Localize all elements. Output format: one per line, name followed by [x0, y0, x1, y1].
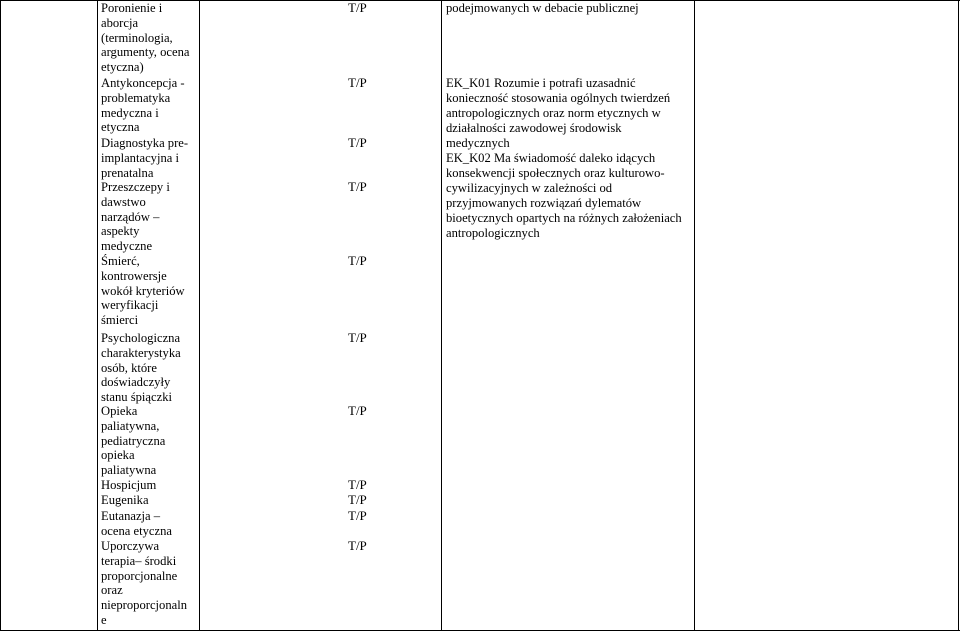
- form-cell: T/P: [348, 508, 367, 523]
- topic-line: Przeszczepy i: [101, 180, 170, 194]
- topic-line: Eugenika: [101, 493, 149, 507]
- topic-line: medyczna i: [101, 105, 159, 120]
- topic-line: oraz: [101, 583, 123, 598]
- topic-line: śmierci: [101, 313, 139, 328]
- form-cell: T/P: [348, 253, 367, 268]
- topic-line: Opieka: [101, 404, 138, 418]
- form-cell: T/P: [348, 179, 367, 194]
- topic-line: e: [101, 612, 107, 627]
- column-border: [441, 0, 442, 631]
- outcome-line: antropologicznych oraz norm etycznych w: [446, 106, 661, 120]
- topic-line: Eutanazja –: [101, 509, 161, 523]
- topic-line: problematyka: [101, 90, 171, 105]
- outcome-line: przyjmowanych rozwiązań dylematów: [446, 196, 642, 210]
- outcome-line: konsekwencji społecznych oraz kulturowo-: [446, 166, 665, 180]
- form-cell: T/P: [348, 538, 367, 553]
- topic-line: aborcja: [101, 15, 139, 30]
- topic-cell: [101, 180, 197, 254]
- topic-line: dawstwo: [101, 194, 146, 209]
- topic-cell: [101, 509, 197, 539]
- topic-line: Diagnostyka pre-: [101, 136, 189, 150]
- form-cell: T/P: [348, 330, 367, 345]
- topic-line: Śmierć,: [101, 254, 140, 268]
- spacer: [446, 16, 692, 76]
- topic-line: charakterystyka: [101, 345, 181, 360]
- topic-line: (terminologia,: [101, 30, 173, 45]
- topic-line: prenatalna: [101, 165, 154, 180]
- topic-cell: [101, 404, 197, 478]
- topic-line: pediatryczna: [101, 433, 166, 448]
- topic-line: wokół kryteriów: [101, 283, 185, 298]
- topic-line: weryfikacji: [101, 298, 159, 313]
- form-cell: T/P: [348, 492, 367, 507]
- topic-line: proporcjonalne: [101, 568, 178, 583]
- topic-cell: [101, 493, 197, 508]
- topic-line: argumenty, ocena: [101, 45, 190, 60]
- form-cell: T/P: [348, 75, 367, 90]
- outcome-line: antropologicznych: [446, 226, 540, 240]
- outcome-code: EK_K02: [446, 151, 491, 165]
- topic-line: aspekty: [101, 224, 140, 239]
- topic-line: Antykoncepcja -: [101, 76, 185, 90]
- outcome-line: konieczność stosowania ogólnych twierdzeń: [446, 91, 671, 105]
- outcome-code: EK_K01: [446, 76, 491, 90]
- outcome-text: Ma świadomość daleko idących: [493, 151, 656, 165]
- topic-line: etyczna: [101, 120, 140, 135]
- topic-line: nieproporcjonaln: [101, 598, 188, 613]
- column-border: [694, 0, 695, 631]
- form-cell: T/P: [348, 135, 367, 150]
- topic-line: Psychologiczna: [101, 331, 181, 345]
- column-border: [0, 0, 1, 631]
- topic-cell: [101, 136, 197, 180]
- column-border: [97, 0, 98, 631]
- topic-cell: [101, 478, 197, 493]
- outcome-text: Rozumie i potrafi uzasadnić: [493, 76, 636, 90]
- topic-line: etyczna): [101, 60, 144, 75]
- outcome-line: medycznych: [446, 136, 510, 150]
- topic-cell: [101, 331, 197, 405]
- form-cell: T/P: [348, 403, 367, 418]
- outcome-line: działalności zawodowej środowisk: [446, 121, 622, 135]
- topic-line: terapia– środki: [101, 553, 177, 568]
- topic-cell: [101, 1, 197, 75]
- topic-line: medyczne: [101, 239, 153, 254]
- form-cell: T/P: [348, 0, 367, 15]
- outcomes-intro: podejmowanych w debacie publicznej: [446, 1, 639, 15]
- column-border: [199, 0, 200, 631]
- topic-line: stanu śpiączki: [101, 390, 172, 405]
- topic-line: kontrowersje: [101, 268, 167, 283]
- topic-cell: [101, 254, 197, 328]
- topic-line: Uporczywa: [101, 539, 160, 553]
- topic-line: paliatywna,: [101, 418, 160, 433]
- topic-line: osób, które: [101, 360, 157, 375]
- topic-line: ocena etyczna: [101, 523, 172, 538]
- outcomes-cell: [446, 0, 692, 241]
- outcome-line: cywilizacyjnych w zależności od: [446, 181, 613, 195]
- column-border: [958, 0, 959, 631]
- outcome-line: [446, 76, 692, 91]
- topic-line: Poronienie i: [101, 1, 163, 15]
- topic-line: doświadczyły: [101, 375, 171, 390]
- topic-cell: [101, 539, 197, 628]
- outcome-line: bioetycznych opartych na różnych założeniach: [446, 211, 682, 225]
- topic-line: narządów –: [101, 209, 160, 224]
- outcome-line: [446, 151, 692, 166]
- topic-cell: [101, 76, 197, 135]
- form-cell: T/P: [348, 477, 367, 492]
- topic-line: Hospicjum: [101, 478, 157, 492]
- topic-line: paliatywna: [101, 463, 157, 478]
- topic-line: opieka: [101, 448, 135, 463]
- topic-line: implantacyjna i: [101, 150, 179, 165]
